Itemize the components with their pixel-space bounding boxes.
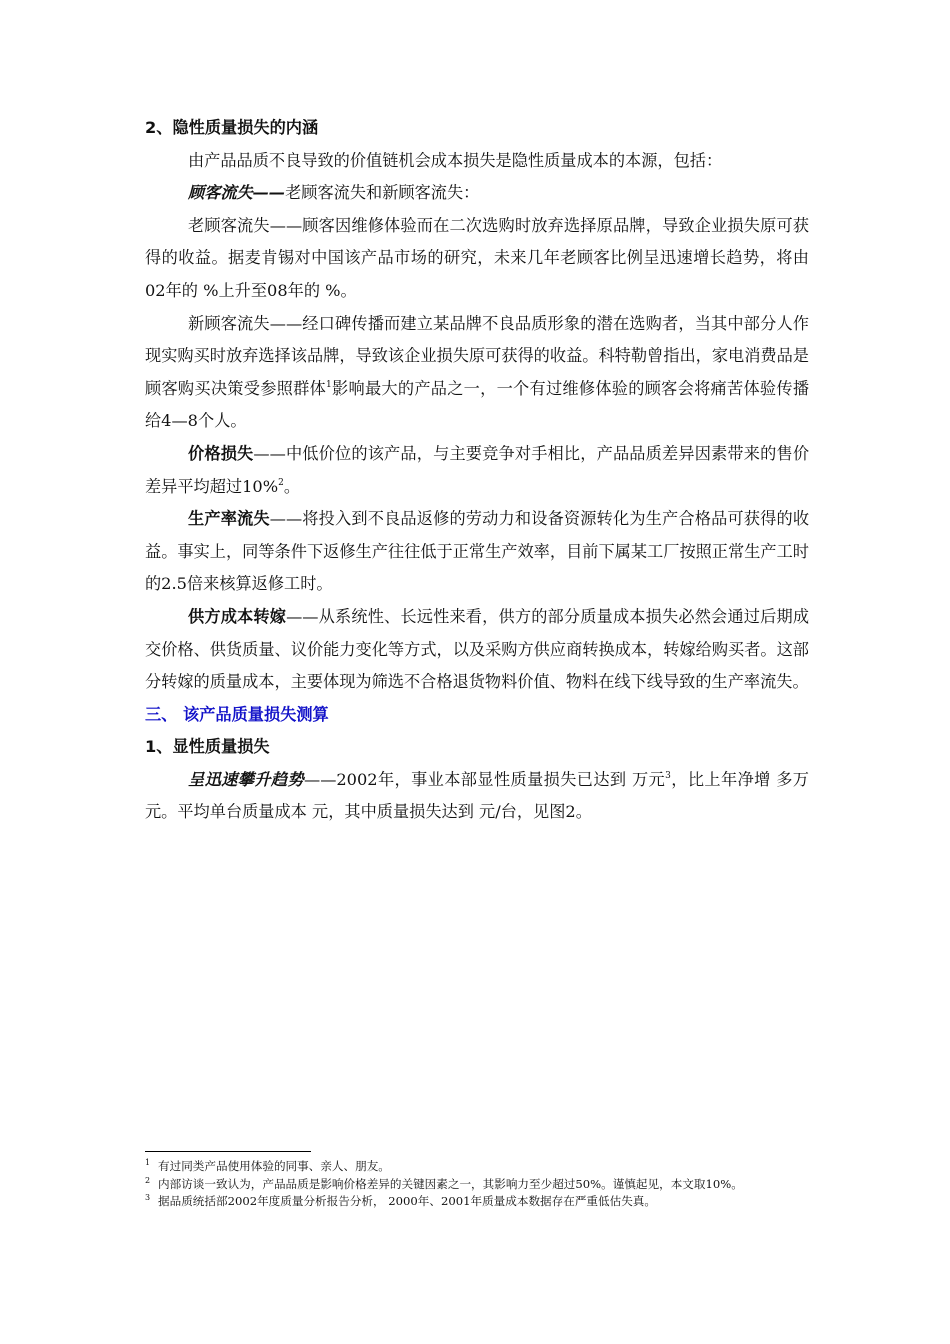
old-customer-paragraph: 老顾客流失——顾客因维修体验而在二次选购时放弃选择原品牌，导致企业损失原可获得的收益。据麦肯锡对中国该产品市场的研究，未来几年老顾客比例呈迅速增长趋势，将由02年的 %上升至08年的 %。	[145, 215, 809, 300]
main-body	[145, 112, 809, 829]
footnote-3-text: 据品质统括部2002年度质量分析报告分析， 2000年、2001年质量成本数据存在严重低估失真。	[158, 1194, 656, 1208]
productivity-loss-text: ——将投入到不良品返修的劳动力和设备资源转化为生产合格品可获得的收益。事实上，同等条件下返修生产往往低于正常生产效率，目前下属某工厂按照正常生产工时的2.5倍来核算返修工时。	[145, 509, 810, 594]
supplier-cost-paragraph	[145, 601, 809, 699]
subsection-1-heading: 1、显性质量损失	[145, 737, 270, 757]
supplier-cost-title: 供方成本转嫁	[188, 606, 287, 626]
footnotes	[145, 1158, 805, 1211]
footnote-2	[145, 1176, 805, 1194]
rising-trend-text-end: ，比上年净增 多万元。平均单台质量成本 元，其中质量损失达到 元/台，见图2。	[145, 769, 809, 822]
customer-loss-title: 顾客流失——	[188, 183, 286, 203]
footnote-3	[145, 1193, 805, 1211]
rising-trend-title: 呈迅速攀升趋势	[188, 769, 304, 789]
productivity-loss-title: 生产率流失	[188, 509, 270, 529]
new-customer-text-end: 影响最大的产品之一，一个有过维修体验的顾客会将痛苦体验传播给4—8个人。	[145, 378, 810, 431]
new-customer-text: 新顾客流失——经口碑传播而建立某品牌不良品质形象的潜在选购者，当其中部分人作现实购买时放弃选择该品牌，导致该企业损失原可获得的收益。科特勒曾指出，家电消费品是顾客购买决策受参照群体	[145, 313, 809, 398]
footnote-1-mark: 1	[145, 1158, 151, 1167]
price-loss-end: 。	[283, 476, 301, 496]
footnote-separator	[145, 1151, 311, 1152]
footnote-1	[145, 1158, 805, 1176]
footnote-2-text: 内部访谈一致认为，产品品质是影响价格差异的关键因素之一，其影响力至少超过50%。谨慎起见，本文取10%。	[158, 1176, 743, 1191]
price-loss-text: ——中低价位的该产品，与主要竞争对手相比，产品品质差异因素带来的售价差异平均超过10%	[145, 443, 810, 496]
new-customer-paragraph	[145, 308, 809, 438]
footnote-ref-1: 1	[326, 379, 332, 390]
section-2-heading: 2、隐性质量损失的内涵	[145, 118, 319, 137]
footnote-ref-3: 3	[665, 770, 671, 781]
footnote-ref-2: 2	[278, 477, 284, 488]
productivity-loss-paragraph	[145, 503, 809, 601]
footnote-2-mark: 2	[145, 1175, 151, 1185]
section-3-heading: 三、 该产品质量损失测算	[145, 704, 329, 724]
footnote-3-mark: 3	[145, 1193, 151, 1202]
supplier-cost-text: ——从系统性、长远性来看，供方的部分质量成本损失必然会通过后期成交价格、供货质量、议价能力变化等方式，以及采购方供应商转换成本，转嫁给购买者。这部分转嫁的质量成本，主要体现为筛选不合格退货物料价值、物料在线下线导致的生产率流失。	[145, 606, 810, 692]
rising-trend-text: ——2002年，事业本部显性质量损失已达到 万元	[304, 769, 666, 789]
customer-loss-paragraph	[145, 177, 809, 210]
intro-paragraph: 由产品品质不良导致的价值链机会成本损失是隐性质量成本的本源，包括：	[188, 150, 723, 170]
price-loss-title: 价格损失	[188, 443, 254, 463]
footnote-1-text: 有过同类产品使用体验的同事、亲人、朋友。	[158, 1159, 390, 1173]
customer-loss-text: 老顾客流失和新顾客流失：	[285, 183, 480, 203]
rising-trend-paragraph	[145, 764, 809, 829]
price-loss-paragraph	[145, 438, 809, 503]
